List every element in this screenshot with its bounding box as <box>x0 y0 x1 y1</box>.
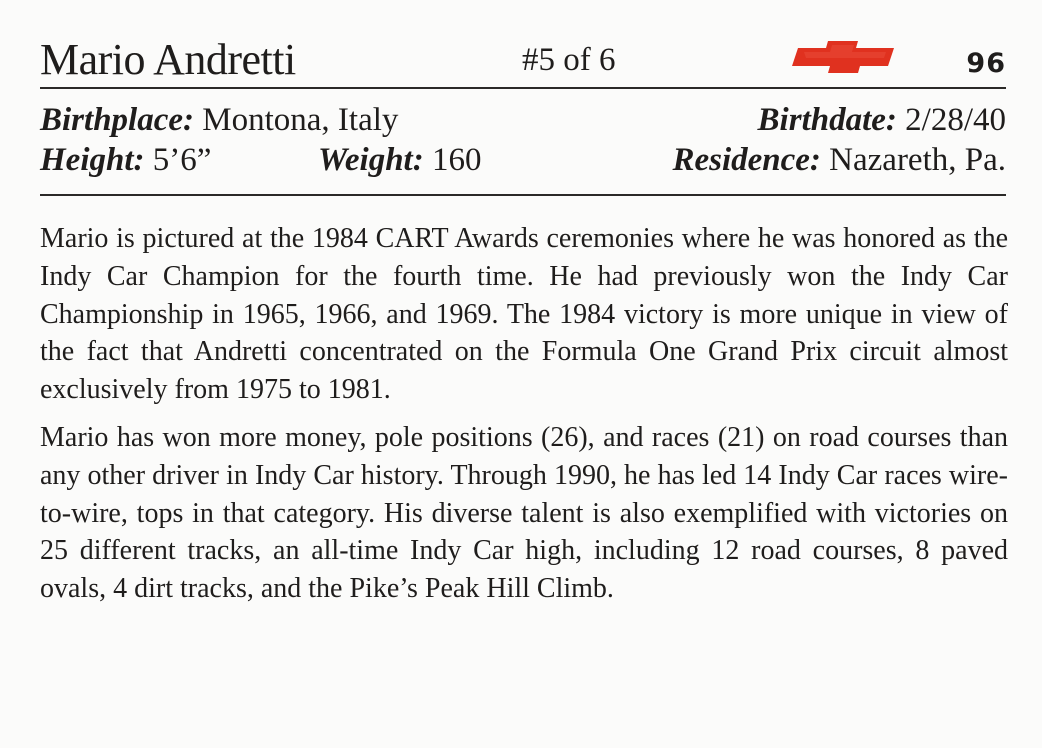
birthplace-label: Birthplace: <box>40 102 194 138</box>
driver-name: Mario Andretti <box>40 35 296 84</box>
info-divider <box>40 194 1006 196</box>
header-divider <box>40 87 1006 89</box>
card-header <box>40 30 1006 86</box>
weight-label: Weight: <box>318 142 424 178</box>
series-number: #5 of 6 <box>522 42 616 78</box>
height-label: Height: <box>40 142 145 178</box>
birthdate-label: Birthdate: <box>757 102 897 138</box>
height-field <box>40 144 211 177</box>
birthplace-field <box>40 104 398 137</box>
info-row-1 <box>40 104 1006 144</box>
birthdate-field <box>758 104 1006 137</box>
birthplace-value: Montona, Italy <box>202 102 399 138</box>
weight-field <box>318 144 481 177</box>
card-number: 96 <box>966 48 1006 79</box>
weight-value: 160 <box>431 142 482 178</box>
biography <box>40 220 1008 618</box>
residence-label: Residence: <box>672 142 821 178</box>
bio-paragraph: Mario is pictured at the 1984 CART Awards ceremonies where he was honored as the Indy Car Champion for the fourth time. He had previously won the Indy Car Championship in 1965, 1966, and 1969. The 1984 victory is more unique in view of the fact that Andretti concentrated on the Formula One Grand Prix circuit almost exclusively from 1975 to 1981. <box>40 223 1008 406</box>
driver-info <box>40 104 1006 184</box>
bio-paragraph: Mario has won more money, pole positions (26), and races (21) on road courses than any other driver in Indy Car history. Through 1990, he has led 14 Indy Car races wire-to-wire, tops in that category. His diverse talent is also exemplified with victories on 25 different tracks, an all-time Indy Car high, including 12 road courses, 8 paved ovals, 4 dirt tracks, and the Pike’s Peak Hill Climb. <box>40 421 1008 605</box>
birthdate-value: 2/28/40 <box>905 102 1006 138</box>
bowtie-logo-icon <box>790 40 896 74</box>
height-value: 5’6” <box>152 142 212 178</box>
info-row-2 <box>40 144 1006 184</box>
residence-value: Nazareth, Pa. <box>829 142 1006 178</box>
residence-field <box>672 144 1006 177</box>
